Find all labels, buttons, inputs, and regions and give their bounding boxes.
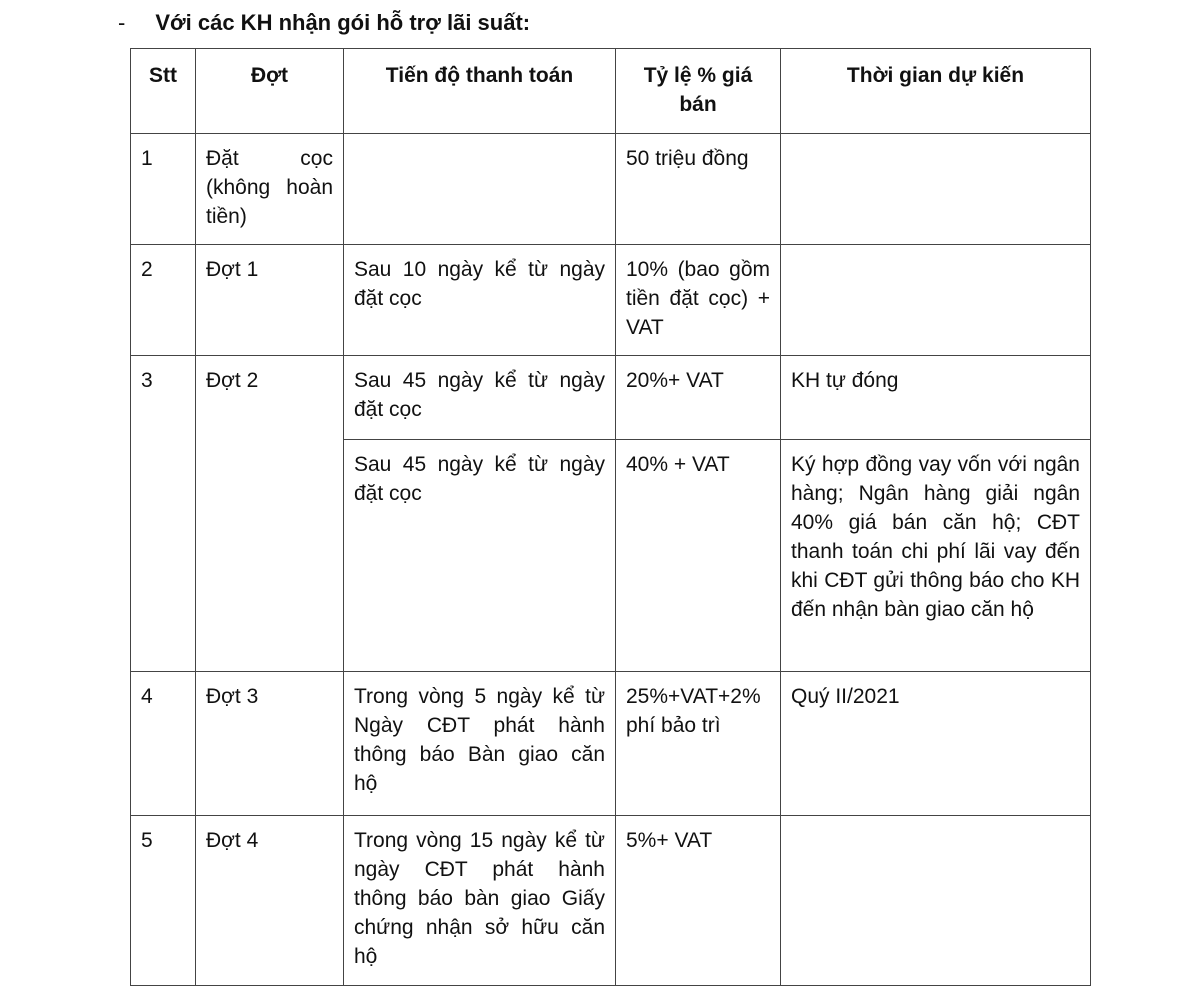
cell-tien-do: Sau 10 ngày kể từ ngày đặt cọc — [344, 245, 616, 356]
header-ty-le: Tỷ lệ % giá bán — [616, 49, 781, 134]
header-tien-do: Tiến độ thanh toán — [344, 49, 616, 134]
cell-stt: 5 — [131, 816, 196, 986]
header-thoi-gian: Thời gian dự kiến — [781, 49, 1091, 134]
cell-ty-le: 5%+ VAT — [616, 816, 781, 986]
cell-tien-do: Sau 45 ngày kể từ ngày đặt cọc — [344, 356, 616, 440]
table-row — [131, 134, 1091, 245]
header-dot: Đợt — [196, 49, 344, 134]
list-dash: - — [118, 10, 126, 35]
cell-thoi-gian — [781, 245, 1091, 356]
cell-tien-do — [344, 134, 616, 245]
cell-dot: Đợt 2 — [196, 356, 344, 672]
table-header-row — [131, 49, 1091, 134]
cell-ty-le: 10% (bao gồm tiền đặt cọc) + VAT — [616, 245, 781, 356]
cell-stt: 2 — [131, 245, 196, 356]
table-row — [131, 356, 1091, 440]
cell-stt: 3 — [131, 356, 196, 672]
cell-ty-le: 25%+VAT+2% phí bảo trì — [616, 672, 781, 816]
heading-text: Với các KH nhận gói hỗ trợ lãi suất: — [155, 10, 531, 35]
cell-stt: 1 — [131, 134, 196, 245]
cell-dot: Đặt cọc (không hoàn tiền) — [196, 134, 344, 245]
cell-thoi-gian: Quý II/2021 — [781, 672, 1091, 816]
table-row — [131, 816, 1091, 986]
cell-thoi-gian — [781, 134, 1091, 245]
header-stt: Stt — [131, 49, 196, 134]
payment-schedule-table — [130, 48, 1091, 986]
cell-thoi-gian — [781, 816, 1091, 986]
cell-thoi-gian: Ký hợp đồng vay vốn với ngân hàng; Ngân hàng giải ngân 40% giá bán căn hộ; CĐT thanh toán chi phí lãi vay đến khi CĐT gửi thông báo cho KH đến nhận bàn giao căn hộ — [781, 440, 1091, 672]
cell-dot: Đợt 4 — [196, 816, 344, 986]
table-row — [131, 672, 1091, 816]
cell-ty-le: 40% + VAT — [616, 440, 781, 672]
cell-tien-do: Sau 45 ngày kể từ ngày đặt cọc — [344, 440, 616, 672]
cell-stt: 4 — [131, 672, 196, 816]
cell-tien-do: Trong vòng 5 ngày kể từ Ngày CĐT phát hành thông báo Bàn giao căn hộ — [344, 672, 616, 816]
cell-ty-le: 50 triệu đồng — [616, 134, 781, 245]
cell-dot: Đợt 3 — [196, 672, 344, 816]
cell-dot: Đợt 1 — [196, 245, 344, 356]
cell-ty-le: 20%+ VAT — [616, 356, 781, 440]
table-row — [131, 245, 1091, 356]
section-heading — [118, 8, 530, 38]
cell-tien-do: Trong vòng 15 ngày kể từ ngày CĐT phát hành thông báo bàn giao Giấy chứng nhận sở hữu căn hộ — [344, 816, 616, 986]
cell-thoi-gian: KH tự đóng — [781, 356, 1091, 440]
